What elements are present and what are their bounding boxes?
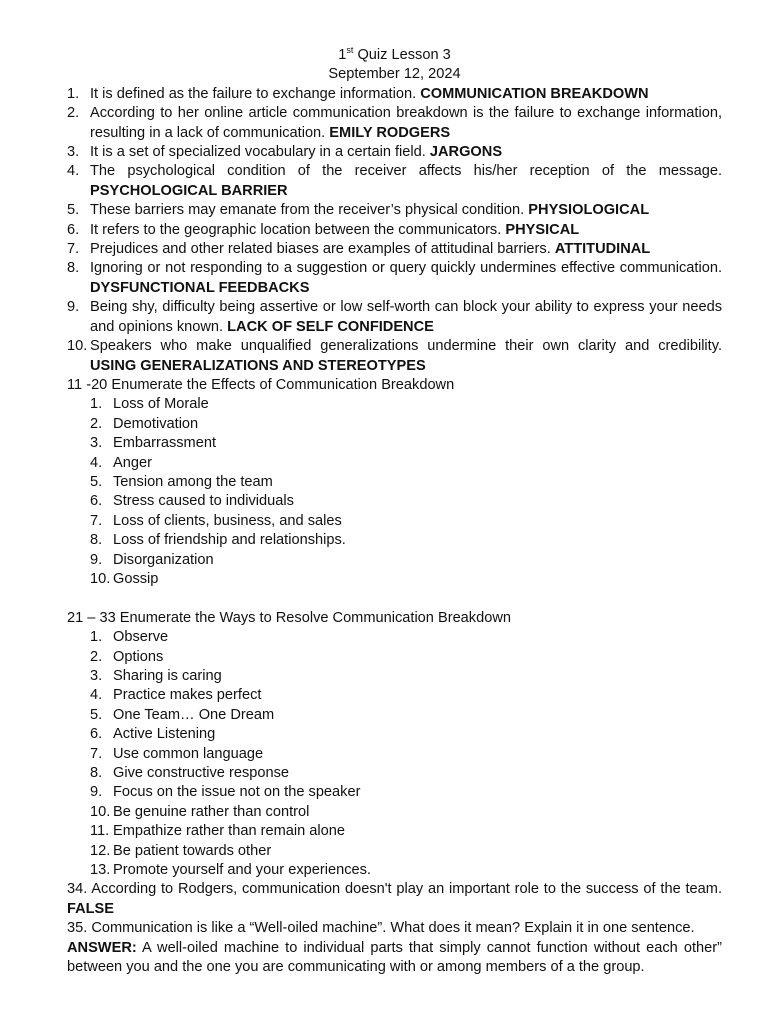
question-item: 1. It is defined as the failure to exchange information. COMMUNICATION BREAKDOWN — [67, 85, 649, 102]
question-35: 35. Communication is like a “Well-oiled machine”. What does it mean? Explain it in one sentence. — [67, 920, 695, 937]
question-answer: PHYSICAL — [505, 221, 580, 238]
list-item: 11. Empathize rather than remain alone — [90, 823, 346, 840]
list-item: 6. Stress caused to individuals — [90, 493, 294, 510]
list-item: 10. Be genuine rather than control — [90, 803, 310, 820]
question-item: 3. It is a set of specialized vocabulary in a certain field. JARGONS — [67, 144, 503, 161]
question-answer: PSYCHOLOGICAL BARRIER — [90, 182, 288, 199]
question-item: 5. These barriers may emanate from the receiver’s physical condition. PHYSIOLOGICAL — [67, 202, 650, 219]
effects-heading: 11 -20 Enumerate the Effects of Communication Breakdown — [67, 376, 455, 393]
quiz-title — [67, 46, 722, 65]
list-item: 9. Focus on the issue not on the speaker — [90, 784, 361, 801]
question-item: 10. Speakers who make unqualified generalizations undermine their own clarity and credibility. USING GENERALIZATIONS AND STEREOTYPES — [67, 338, 722, 374]
list-item: 12. Be patient towards other — [90, 842, 272, 859]
list-item: 7. Loss of clients, business, and sales — [90, 512, 342, 529]
question-answer: DYSFUNCTIONAL FEEDBACKS — [90, 279, 310, 296]
quiz-date: September 12, 2024 — [328, 66, 461, 83]
list-item: 4. Anger — [90, 454, 152, 471]
question-text: Ignoring or not responding to a suggestion or query quickly undermines effective communication. — [90, 260, 722, 277]
question-text: It refers to the geographic location between the communicators. — [90, 221, 502, 238]
question-answer: EMILY RODGERS — [329, 124, 451, 141]
list-item: 10. Gossip — [90, 570, 159, 587]
question-answer: USING GENERALIZATIONS AND STEREOTYPES — [90, 357, 426, 374]
blank-line — [67, 589, 722, 608]
list-item: 8. Loss of friendship and relationships. — [90, 532, 346, 549]
question-text: The psychological condition of the receiver affects his/her reception of the message. — [90, 163, 722, 180]
quiz-ordinal-suffix: st — [346, 45, 354, 56]
list-item: 3. Embarrassment — [90, 435, 216, 452]
question-item: 9. Being shy, difficulty being assertive or low self-worth can block your ability to express your needs and opinions known. LACK OF SELF CONFIDENCE — [67, 299, 722, 335]
ways-list — [90, 628, 722, 880]
quiz-number: 1 — [338, 47, 347, 63]
list-item: 2. Options — [90, 648, 164, 665]
question-text: Speakers who make unqualified generalizations undermine their own clarity and credibility. — [90, 338, 722, 355]
list-item: 4. Practice makes perfect — [90, 687, 262, 704]
question-list — [67, 85, 722, 376]
question-35-answer — [67, 939, 722, 978]
list-item: 6. Active Listening — [90, 726, 216, 743]
question-answer: COMMUNICATION BREAKDOWN — [420, 85, 649, 102]
question-34: 34. According to Rodgers, communication doesn't play an important role to the success of the team. FALSE — [67, 881, 722, 917]
list-item: 9. Disorganization — [90, 551, 214, 568]
question-item: 7. Prejudices and other related biases are examples of attitudinal barriers. ATTITUDINAL — [67, 241, 651, 258]
question-text: It is defined as the failure to exchange information. — [90, 85, 417, 102]
quiz-title-text: Quiz Lesson 3 — [353, 47, 451, 63]
list-item: 5. Tension among the team — [90, 473, 273, 490]
question-item: 6. It refers to the geographic location between the communicators. PHYSICAL — [67, 221, 580, 238]
question-text: Prejudices and other related biases are examples of attitudinal barriers. — [90, 241, 551, 258]
question-answer: PHYSIOLOGICAL — [528, 202, 650, 219]
list-item: 8. Give constructive response — [90, 765, 290, 782]
list-item: 5. One Team… One Dream — [90, 706, 275, 723]
question-34-answer: FALSE — [67, 900, 115, 917]
list-item: 1. Observe — [90, 629, 169, 646]
quiz-document — [67, 46, 722, 977]
question-text: Being shy, difficulty being assertive or low self-worth can block your ability to express your needs and opinions known. — [90, 299, 722, 335]
question-item: 4. The psychological condition of the receiver affects his/her reception of the message. PSYCHOLOGICAL BARRIER — [67, 163, 722, 199]
question-text: It is a set of specialized vocabulary in a certain field. — [90, 144, 426, 161]
list-item: 1. Loss of Morale — [90, 396, 209, 413]
list-item: 13. Promote yourself and your experiences. — [90, 862, 371, 879]
question-item: 8. Ignoring or not responding to a suggestion or query quickly undermines effective communication. DYSFUNCTIONAL FEEDBACKS — [67, 260, 722, 296]
question-answer: ATTITUDINAL — [554, 241, 651, 258]
list-item: 3. Sharing is caring — [90, 667, 222, 684]
answer-text: A well-oiled machine to individual parts that simply cannot function without each other” between you and the one you are communicating with or among members of a the group. — [67, 939, 722, 976]
list-item: 7. Use common language — [90, 745, 264, 762]
answer-label: ANSWER: — [67, 939, 137, 956]
question-text: These barriers may emanate from the receiver’s physical condition. — [90, 202, 525, 219]
question-answer: JARGONS — [429, 144, 503, 161]
question-answer: LACK OF SELF CONFIDENCE — [227, 318, 434, 335]
ways-heading: 21 – 33 Enumerate the Ways to Resolve Communication Breakdown — [67, 609, 511, 626]
effects-list — [90, 395, 722, 589]
question-item: 2. According to her online article communication breakdown is the failure to exchange information, resulting in a lack of communication. EMILY RODGERS — [67, 105, 722, 141]
question-text: According to her online article communication breakdown is the failure to exchange information, resulting in a lack of communication. — [90, 105, 722, 141]
list-item: 2. Demotivation — [90, 415, 199, 432]
